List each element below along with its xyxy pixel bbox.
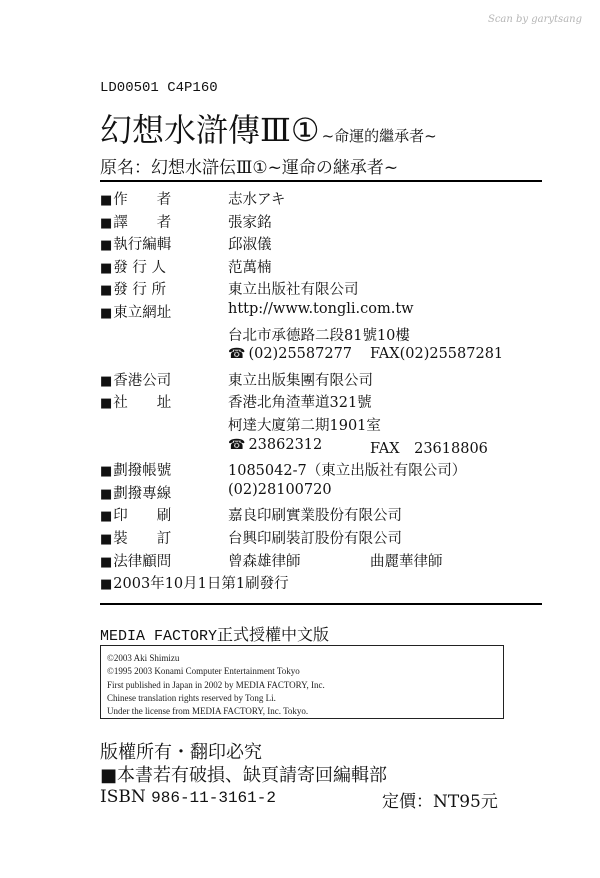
hk-phone-row <box>100 437 560 460</box>
credit-row-legal <box>100 550 560 573</box>
book-title <box>100 105 437 151</box>
hk-address-row2 <box>100 414 560 437</box>
authorized-prefix: MEDIA FACTORY <box>100 628 218 645</box>
credit-row-hk-company <box>100 369 560 392</box>
credit-label: ■ 執行編輯 <box>100 233 171 254</box>
tongli-address-row <box>100 324 560 347</box>
credit-label: ■ 劃撥專線 <box>100 482 171 503</box>
price: 定價：NT95元 <box>382 792 498 812</box>
credit-value: 嘉良印刷實業股份有限公司 <box>228 508 402 525</box>
original-title: 原名：幻想水滸伝Ⅲ①~運命の継承者~ <box>100 158 399 178</box>
divider-top <box>100 180 542 182</box>
divider-bottom <box>100 603 542 605</box>
scan-credit: Scan by garytsang <box>487 14 582 25</box>
hk-address-line1: 香港北角渣華道321號 <box>228 395 372 412</box>
credit-row-website <box>100 301 560 324</box>
copyright-line: First published in Japan in 2002 by MEDIA FACTORY, Inc. <box>107 679 325 690</box>
credit-value: 邱淑儀 <box>228 237 272 254</box>
credit-row-remit-account <box>100 459 560 482</box>
phone-icon-tongli: ☎ (02)25587277 <box>228 346 352 362</box>
credit-value: 東立出版社有限公司 <box>228 282 359 299</box>
credit-value: 志水アキ <box>228 192 286 208</box>
hk-address-line2: 柯達大廈第二期1901室 <box>228 417 381 434</box>
credit-label: ■ 發 行 所 <box>100 278 166 299</box>
credit-label: ■ 香港公司 <box>100 369 171 390</box>
copyright-line: Under the license from MEDIA FACTORY, Inc. Tokyo. <box>107 706 309 717</box>
credit-row-translator <box>100 211 560 234</box>
lawyer-1: 曾森雄律師 <box>228 553 301 570</box>
credits-list <box>100 188 560 596</box>
credit-row-binding <box>100 527 560 550</box>
credit-value: 1085042-7（東立出版社有限公司） <box>228 463 467 480</box>
copyright-line: ©2003 Aki Shimizu <box>107 653 180 663</box>
book-code: LD00501 C4P160 <box>100 80 218 96</box>
phone-icon-hk: ☎ 23862312 <box>228 437 322 453</box>
credit-label: ■ 作 者 <box>100 188 171 209</box>
credit-row-author <box>100 188 560 211</box>
tongli-address: 台北市承德路二段81號10樓 <box>228 327 410 344</box>
copyright-line: Chinese translation rights reserved by Tong Li. <box>107 692 276 703</box>
credit-value: 台興印刷裝訂股份有限公司 <box>228 530 402 547</box>
credit-value: (02)28100720 <box>228 481 332 498</box>
credit-row-printing <box>100 504 560 527</box>
lawyer-2: 曲麗華律師 <box>370 553 443 570</box>
rights-notice: 版權所有・翻印必究 <box>100 742 262 763</box>
copyright-line: ©1995 2003 Konami Computer Entertainment Tokyo <box>107 666 300 677</box>
isbn-value: 986-11-3161-2 <box>151 789 276 807</box>
missing-pages-notice: ■本書若有破損、缺頁請寄回編輯部 <box>100 765 388 786</box>
credit-row-editor <box>100 233 560 256</box>
print-date: ■ 2003年10月1日第1刷發行 <box>100 572 289 593</box>
isbn-label: ISBN <box>100 787 146 807</box>
hk-fax: FAX 23618806 <box>370 440 488 457</box>
credit-row-publishing-house <box>100 278 560 301</box>
tongli-phone-row <box>100 346 560 369</box>
credit-label: ■ 法律顧問 <box>100 550 171 571</box>
website-url: http://www.tongli.com.tw <box>228 300 414 317</box>
credit-label: ■ 印 刷 <box>100 504 171 525</box>
print-date-row <box>100 572 560 596</box>
tongli-fax: FAX(02)25587281 <box>370 346 504 363</box>
credit-value: 東立出版集團有限公司 <box>228 372 373 389</box>
credit-label: ■ 社 址 <box>100 391 171 412</box>
credit-row-remit-line <box>100 482 560 505</box>
credit-row-publisher <box>100 256 560 279</box>
credit-label: ■ 裝 訂 <box>100 527 171 548</box>
credit-label: ■ 譯 者 <box>100 211 171 232</box>
credit-row-hk-address <box>100 391 560 414</box>
copyright-box <box>100 645 504 719</box>
credit-label: ■ 東立網址 <box>100 301 171 322</box>
credit-label: ■ 劃撥帳號 <box>100 459 171 480</box>
title-main: 幻想水滸傳Ⅲ① <box>100 111 320 149</box>
authorized-edition <box>100 622 329 645</box>
credit-value: 范萬楠 <box>228 259 272 276</box>
isbn-line <box>100 787 520 812</box>
title-subtitle: ~命運的繼承者~ <box>321 127 437 145</box>
credit-label: ■ 發 行 人 <box>100 256 166 277</box>
credit-value: 張家銘 <box>228 214 272 231</box>
authorized-suffix: 正式授權中文版 <box>217 625 330 644</box>
